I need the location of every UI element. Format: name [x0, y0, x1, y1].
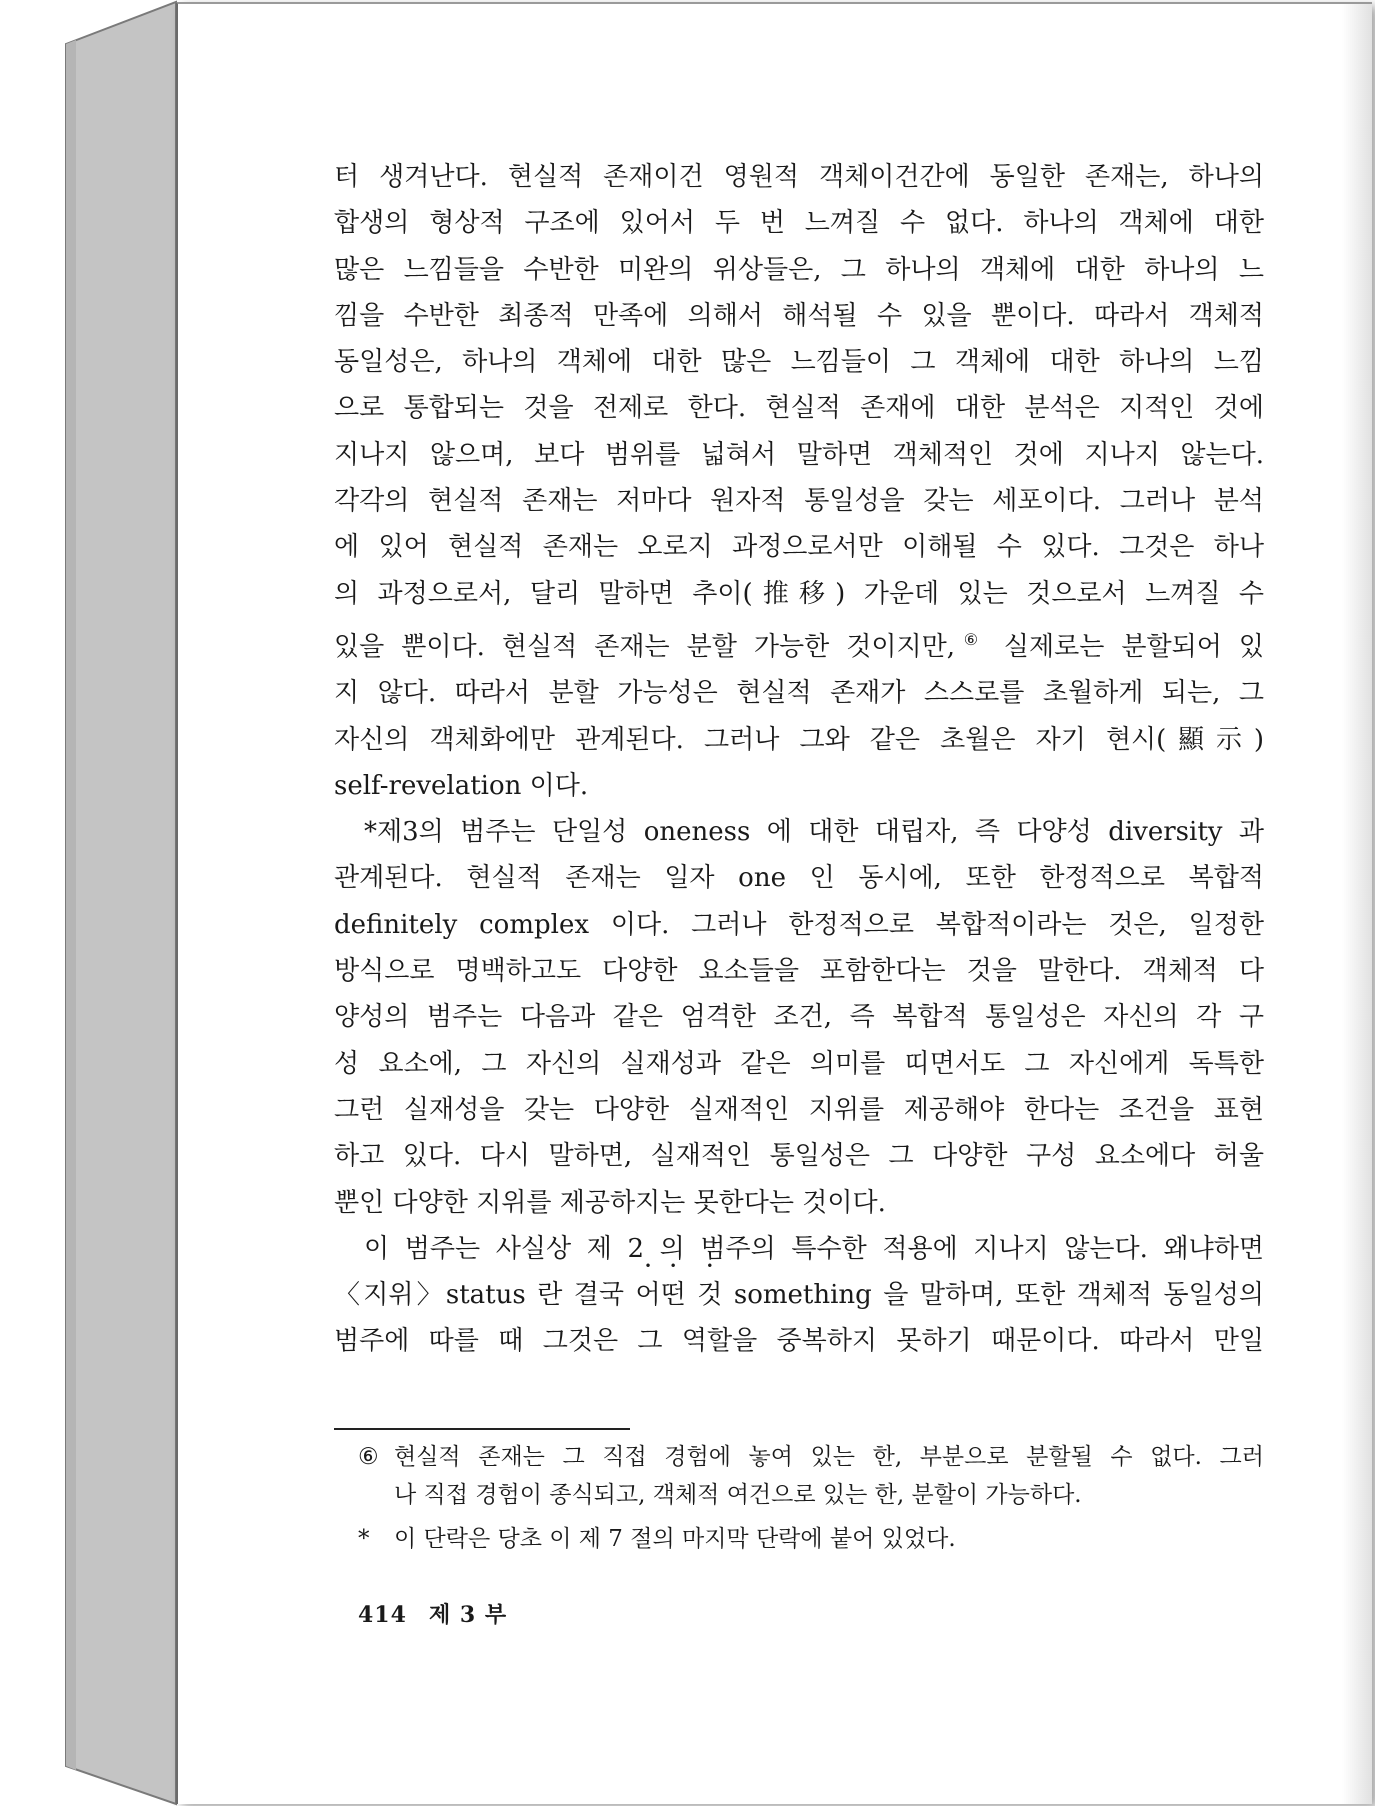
page-folio: [358, 1598, 507, 1629]
page-edge-shade: [1342, 4, 1372, 1804]
text-line: 의 과정으로서, 달리 말하면 추이(推移) 가운데 있는 것으로서 느껴질 수: [334, 578, 1264, 609]
text-line: self-revelation 이다.: [334, 770, 589, 801]
footnote-6: [334, 1438, 1264, 1514]
paragraph-3: [334, 1226, 1264, 1365]
text-line: 동일성은, 하나의 객체에 대한 많은 느낌들이 그 객체에 대한 하나의 느낌: [334, 347, 1264, 378]
paragraph-1: [334, 154, 1264, 809]
page-sheet: [176, 2, 1372, 1804]
text-line: [334, 1272, 1264, 1318]
text-line: [334, 617, 1264, 670]
text-line: 으로 통합되는 것을 전제로 한다. 현실적 존재에 대한 분석은 지적인 것에: [334, 393, 1264, 424]
text-segment: [686, 1280, 698, 1310]
emphasis-char: 어: [635, 1280, 661, 1311]
text-line: *제3의 범주는 단일성 oneness 에 대한 대립자, 즉 다양성 diversity 과: [364, 817, 1264, 848]
text-line: 많은 느낌들을 수반한 미완의 위상들은, 그 하나의 객체에 대한 하나의 느: [334, 254, 1264, 285]
text-line: 성 요소에, 그 자신의 실재성과 같은 의미를 띠면서도 그 자신에게 독특한: [334, 1048, 1264, 1079]
footnote-reference-6: ⑥: [955, 629, 987, 649]
part-label: 제 3 부: [428, 1602, 508, 1628]
text-line: 지 않다. 따라서 분할 가능성은 현실적 존재가 스스로를 초월하게 되는, 그: [334, 678, 1264, 709]
text-line: 범주에 따를 때 그것은 그 역할을 중복하지 못하기 때문이다. 따라서 만일: [334, 1326, 1264, 1357]
text-line: 하고 있다. 다시 말하면, 실재적인 통일성은 그 다양한 구성 요소에다 허울: [334, 1141, 1264, 1172]
footnote-rule: [334, 1428, 630, 1430]
text-segment: something 을 말하며, 또한 객체적 동일성의: [722, 1280, 1265, 1311]
text-line: 자신의 객체화에만 관계된다. 그러나 그와 같은 초월은 자기 현시(顯示): [334, 724, 1264, 755]
footnote-body: 이 단락은 당초 이 제 7 절의 마지막 단락에 붙어 있었다.: [394, 1526, 956, 1552]
text-segment: 〈지위〉status 란 결국: [334, 1280, 636, 1311]
footnote-marker: ⑥: [358, 1444, 379, 1470]
text-line: 양성의 범주는 다음과 같은 엄격한 조건, 즉 복합적 통일성은 자신의 각 구: [334, 1002, 1264, 1033]
emphasis-char: 것: [697, 1280, 723, 1311]
page-number: 414: [358, 1602, 407, 1628]
text-segment: 있을 뿐이다. 현실적 존재는 분할 가능한 것이지만,: [334, 631, 955, 662]
text-line: 합생의 형상적 구조에 있어서 두 번 느껴질 수 없다. 하나의 객체에 대한: [334, 208, 1264, 239]
text-line: 이 범주는 사실상 제 2 의 범주의 특수한 적용에 지나지 않는다. 왜냐하면: [364, 1233, 1264, 1264]
text-line: 그런 실재성을 갖는 다양한 실재적인 지위를 제공해야 한다는 조건을 표현: [334, 1094, 1264, 1125]
footnote-line: 나 직접 경험이 종식되고, 객체적 여건으로 있는 한, 분할이 가능하다.: [394, 1482, 1082, 1508]
paragraph-2: [334, 809, 1264, 1226]
body-text: [334, 154, 1264, 1365]
text-line: 뿐인 다양한 지위를 제공하지는 못한다는 것이다.: [334, 1187, 886, 1218]
text-line: 각각의 현실적 존재는 저마다 원자적 통일성을 갖는 세포이다. 그러나 분석: [334, 486, 1264, 517]
footnote-body: [394, 1438, 1264, 1514]
footnotes: [334, 1438, 1264, 1558]
emphasis-char: 떤: [660, 1280, 686, 1311]
text-line: 에 있어 현실적 존재는 오로지 과정으로서만 이해될 수 있다. 그것은 하나: [334, 532, 1264, 563]
footnote-line: 현실적 존재는 그 직접 경험에 놓여 있는 한, 부분으로 분할될 수 없다. 그러: [394, 1444, 1264, 1470]
text-line: 지나지 않으며, 보다 범위를 넓혀서 말하면 객체적인 것에 지나지 않는다.: [334, 439, 1264, 470]
text-segment: 실제로는 분할되어 있: [986, 631, 1264, 662]
text-line: 터 생겨난다. 현실적 존재이건 영원적 객체이건간에 동일한 존재는, 하나의: [334, 162, 1264, 192]
text-line: 관계된다. 현실적 존재는 일자 one 인 동시에, 또한 한정적으로 복합적: [334, 863, 1264, 894]
text-line: 낌을 수반한 최종적 만족에 의해서 해석될 수 있을 뿐이다. 따라서 객체적: [334, 300, 1264, 331]
footnote-marker: *: [358, 1526, 370, 1552]
footnote-star: [334, 1520, 1264, 1558]
text-line: definitely complex 이다. 그러나 한정적으로 복합적이라는 것은, 일정한: [334, 909, 1264, 940]
book-spine: [0, 0, 180, 1806]
text-line: 방식으로 명백하고도 다양한 요소들을 포함한다는 것을 말한다. 객체적 다: [334, 956, 1264, 987]
